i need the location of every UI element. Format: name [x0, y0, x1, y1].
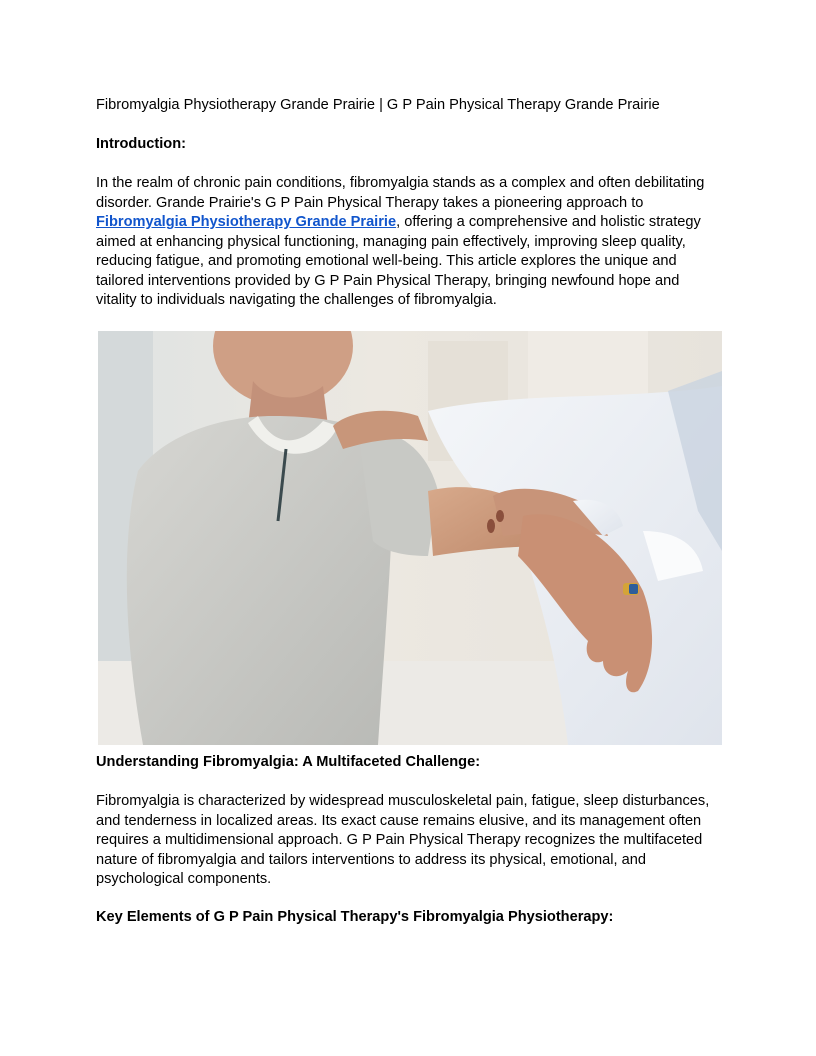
intro-line-7: vitality to individuals navigating the challenges of fibromyalgia.	[96, 292, 497, 308]
intro-line-2: disorder. Grande Prairie's G P Pain Physical Therapy takes a pioneering approach to	[96, 194, 644, 211]
intro-line-6: tailored interventions provided by G P Pain Physical Therapy, bringing newfound hope and	[96, 272, 680, 289]
intro-line-3-rest: , offering a comprehensive and holistic strategy	[396, 214, 701, 230]
understanding-fibromyalgia-paragraph	[96, 792, 720, 890]
intro-line-5: reducing fatigue, and promoting emotional well-being. This article explores the unique and	[96, 253, 677, 269]
intro-line-3	[96, 213, 720, 233]
intro-line-4: aimed at enhancing physical functioning, managing pain effectively, improving sleep quality,	[96, 233, 686, 250]
section1-line-4: nature of fibromyalgia and tailors interventions to address its physical, emotional, and	[96, 851, 646, 868]
section1-line-5: psychological components.	[96, 871, 272, 887]
introduction-heading: Introduction:	[96, 136, 186, 152]
introduction-paragraph	[96, 174, 720, 311]
section1-line-3: requires a multidimensional approach. G P Pain Physical Therapy recognizes the multifaceted	[96, 832, 703, 848]
physiotherapy-photo	[98, 331, 722, 745]
intro-line-1: In the realm of chronic pain conditions, fibromyalgia stands as a complex and often debilitating	[96, 175, 705, 191]
section1-line-2: and tenderness in localized areas. Its exact cause remains elusive, and its management often	[96, 812, 702, 829]
fibromyalgia-physiotherapy-link[interactable]: Fibromyalgia Physiotherapy Grande Prairie	[96, 214, 397, 230]
key-elements-heading: Key Elements of G P Pain Physical Therapy's Fibromyalgia Physiotherapy:	[96, 909, 614, 925]
section1-line-1: Fibromyalgia is characterized by widespread musculoskeletal pain, fatigue, sleep disturbances,	[96, 793, 710, 809]
understanding-fibromyalgia-heading: Understanding Fibromyalgia: A Multifaceted Challenge:	[96, 754, 481, 770]
document-title: Fibromyalgia Physiotherapy Grande Prairie | G P Pain Physical Therapy Grande Prairie	[96, 97, 660, 113]
